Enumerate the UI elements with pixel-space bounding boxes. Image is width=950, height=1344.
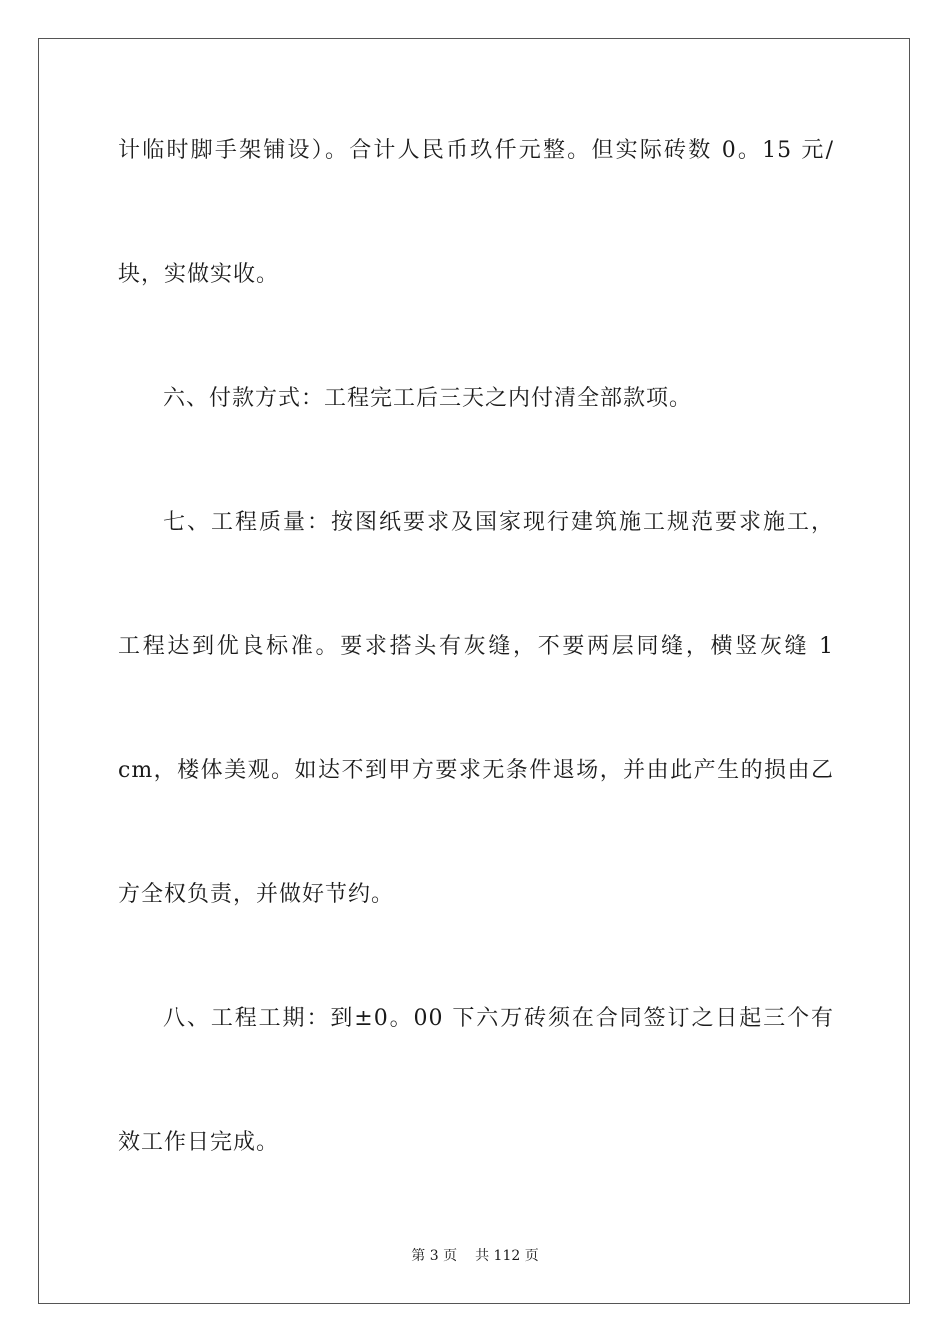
body-line-9: 效工作日完成。 — [118, 1130, 280, 1155]
body-line-7: 方全权负责，并做好节约。 — [118, 882, 395, 907]
page-total: 共 112 页 — [475, 1248, 539, 1264]
body-line-3: 六、付款方式：工程完工后三天之内付清全部款项。 — [163, 386, 693, 411]
page-number: 第 3 页 — [411, 1248, 458, 1264]
body-line-8: 八、工程工期：到±0。00 下六万砖须在合同签订之日起三个有 — [163, 1006, 834, 1031]
body-line-4: 七、工程质量：按图纸要求及国家现行建筑施工规范要求施工， — [163, 510, 834, 535]
body-line-2: 块，实做实收。 — [118, 262, 280, 287]
body-line-1: 计临时脚手架铺设）。合计人民币玖仟元整。但实际砖数 0。15 元/ — [118, 138, 834, 163]
page-footer — [0, 1246, 950, 1266]
body-line-5: 工程达到优良标准。要求搭头有灰缝，不要两层同缝，横竖灰缝 1 — [118, 634, 834, 659]
body-line-6: cm，楼体美观。如达不到甲方要求无条件退场，并由此产生的损由乙 — [118, 758, 834, 783]
page-frame — [38, 38, 910, 1304]
